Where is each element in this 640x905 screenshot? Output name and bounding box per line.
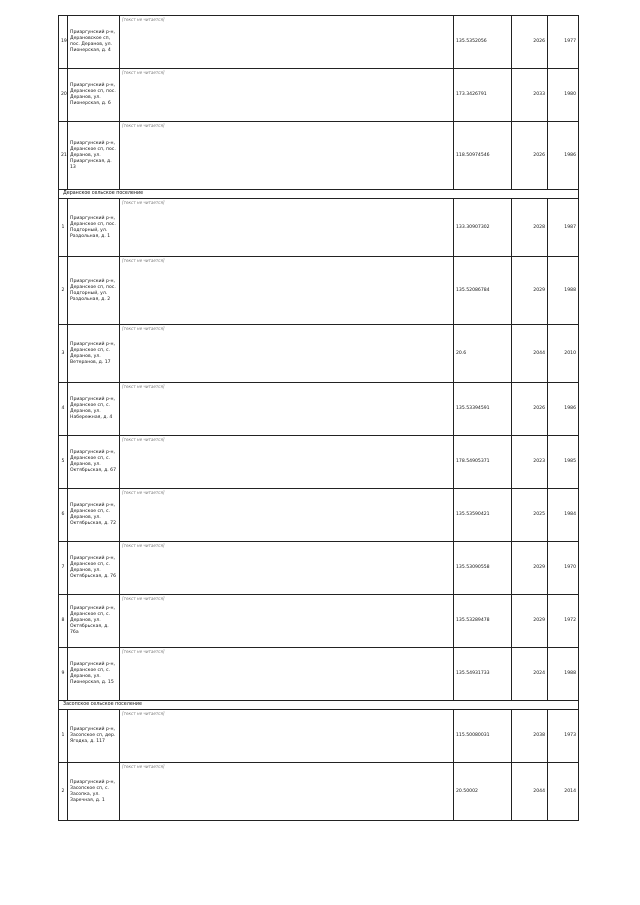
works-description-cell: [текст не читается] xyxy=(120,489,454,542)
row-number-cell: 2 xyxy=(59,763,68,821)
planned-year-cell: 2026 xyxy=(512,16,548,69)
address-cell: Приаргунский р-н, Деранское сп, пос. Подгорный, ул. Раздольная, д. 2 xyxy=(68,257,120,325)
row-number-cell: 8 xyxy=(59,595,68,648)
section-heading-row xyxy=(59,701,579,710)
works-description-cell: [текст не читается] xyxy=(120,648,454,701)
row-number-cell: 1 xyxy=(59,710,68,763)
row-number-cell: 3 xyxy=(59,325,68,383)
built-year-cell: 1985 xyxy=(548,436,579,489)
value-cell: 135.53394591 xyxy=(454,383,512,436)
address-cell: Приаргунский р-н, Деранское сп, пос. Подгорный, ул. Раздольная, д. 1 xyxy=(68,199,120,257)
works-description-cell: [текст не читается] xyxy=(120,710,454,763)
repair-program-table xyxy=(58,15,579,821)
value-cell: 178.54905371 xyxy=(454,436,512,489)
address-cell: Приаргунский р-н, Дерановское сп, пос. Деранов, ул. Пионерская, д. 4 xyxy=(68,16,120,69)
works-description-cell: [текст не читается] xyxy=(120,16,454,69)
works-description-cell: [текст не читается] xyxy=(120,257,454,325)
table-row xyxy=(59,383,579,436)
table-row xyxy=(59,763,579,821)
address-cell: Приаргунский р-н, Деранское сп, с. Деранов, ул. Октябрьская, д. 72 xyxy=(68,489,120,542)
planned-year-cell: 2029 xyxy=(512,595,548,648)
table-row xyxy=(59,16,579,69)
address-cell: Приаргунский р-н, Засопское сп, дер. Ягодка, д. 117 xyxy=(68,710,120,763)
planned-year-cell: 2038 xyxy=(512,710,548,763)
table-row xyxy=(59,325,579,383)
built-year-cell: 1984 xyxy=(548,489,579,542)
value-cell: 118.50974546 xyxy=(454,122,512,190)
built-year-cell: 1970 xyxy=(548,542,579,595)
works-description-cell: [текст не читается] xyxy=(120,199,454,257)
value-cell: 135.5352056 xyxy=(454,16,512,69)
planned-year-cell: 2029 xyxy=(512,542,548,595)
value-cell: 135.53289478 xyxy=(454,595,512,648)
document-page xyxy=(58,15,578,821)
address-cell: Приаргунский р-н, Деранское сп, с. Деранов, ул. Октябрьская, д. 67 xyxy=(68,436,120,489)
row-number-cell: 20 xyxy=(59,69,68,122)
row-number-cell: 4 xyxy=(59,383,68,436)
table-row xyxy=(59,710,579,763)
built-year-cell: 1980 xyxy=(548,69,579,122)
built-year-cell: 1986 xyxy=(548,383,579,436)
planned-year-cell: 2026 xyxy=(512,122,548,190)
row-number-cell: 2 xyxy=(59,257,68,325)
table-row xyxy=(59,436,579,489)
value-cell: 135.53090558 xyxy=(454,542,512,595)
built-year-cell: 1987 xyxy=(548,199,579,257)
row-number-cell: 19 xyxy=(59,16,68,69)
table-row xyxy=(59,199,579,257)
planned-year-cell: 2024 xyxy=(512,648,548,701)
section-heading: Деранское сельское поселение xyxy=(59,190,579,199)
built-year-cell: 1988 xyxy=(548,257,579,325)
planned-year-cell: 2023 xyxy=(512,436,548,489)
address-cell: Приаргунский р-н, Засопское сп, с. Засопка, ул. Заречная, д. 1 xyxy=(68,763,120,821)
address-cell: Приаргунский р-н, Деранское сп, с. Деранов, ул. Октябрьская, д. 76 xyxy=(68,542,120,595)
address-cell: Приаргунский р-н, Деранское сп, пос. Деранов, ул. Приаргунская, д. 13 xyxy=(68,122,120,190)
works-description-cell: [текст не читается] xyxy=(120,763,454,821)
works-description-cell: [текст не читается] xyxy=(120,325,454,383)
works-description-cell: [текст не читается] xyxy=(120,122,454,190)
works-description-cell: [текст не читается] xyxy=(120,436,454,489)
value-cell: 173.3426791 xyxy=(454,69,512,122)
row-number-cell: 9 xyxy=(59,648,68,701)
table-row xyxy=(59,648,579,701)
section-heading-row xyxy=(59,190,579,199)
row-number-cell: 7 xyxy=(59,542,68,595)
value-cell: 135.53590421 xyxy=(454,489,512,542)
value-cell: 135.52086784 xyxy=(454,257,512,325)
planned-year-cell: 2044 xyxy=(512,325,548,383)
table-row xyxy=(59,595,579,648)
planned-year-cell: 2025 xyxy=(512,489,548,542)
value-cell: 133.30907302 xyxy=(454,199,512,257)
address-cell: Приаргунский р-н, Деранское сп, с. Деранов, ул. Ветеранов, д. 17 xyxy=(68,325,120,383)
built-year-cell: 1973 xyxy=(548,710,579,763)
built-year-cell: 1988 xyxy=(548,648,579,701)
section-heading: Засопское сельское поселение xyxy=(59,701,579,710)
planned-year-cell: 2033 xyxy=(512,69,548,122)
built-year-cell: 2010 xyxy=(548,325,579,383)
table-row xyxy=(59,489,579,542)
table-row xyxy=(59,257,579,325)
works-description-cell: [текст не читается] xyxy=(120,69,454,122)
table-row xyxy=(59,69,579,122)
planned-year-cell: 2028 xyxy=(512,199,548,257)
address-cell: Приаргунский р-н, Деранское сп, пос. Деранов, ул. Пионерская, д. 6 xyxy=(68,69,120,122)
planned-year-cell: 2029 xyxy=(512,257,548,325)
table-row xyxy=(59,122,579,190)
value-cell: 115.50080031 xyxy=(454,710,512,763)
address-cell: Приаргунский р-н, Деранское сп, с. Деранов, ул. Октябрьская, д. 76а xyxy=(68,595,120,648)
planned-year-cell: 2044 xyxy=(512,763,548,821)
works-description-cell: [текст не читается] xyxy=(120,383,454,436)
row-number-cell: 1 xyxy=(59,199,68,257)
row-number-cell: 6 xyxy=(59,489,68,542)
planned-year-cell: 2026 xyxy=(512,383,548,436)
table-row xyxy=(59,542,579,595)
address-cell: Приаргунский р-н, Деранское сп, с. Деранов, ул. Пионерская, д. 15 xyxy=(68,648,120,701)
row-number-cell: 21 xyxy=(59,122,68,190)
table-body xyxy=(59,16,579,821)
built-year-cell: 2014 xyxy=(548,763,579,821)
works-description-cell: [текст не читается] xyxy=(120,595,454,648)
value-cell: 20.50002 xyxy=(454,763,512,821)
built-year-cell: 1972 xyxy=(548,595,579,648)
built-year-cell: 1977 xyxy=(548,16,579,69)
built-year-cell: 1986 xyxy=(548,122,579,190)
value-cell: 20.6 xyxy=(454,325,512,383)
works-description-cell: [текст не читается] xyxy=(120,542,454,595)
address-cell: Приаргунский р-н, Деранское сп, с. Деранов, ул. Набережная, д. 4 xyxy=(68,383,120,436)
value-cell: 135.54931733 xyxy=(454,648,512,701)
row-number-cell: 5 xyxy=(59,436,68,489)
